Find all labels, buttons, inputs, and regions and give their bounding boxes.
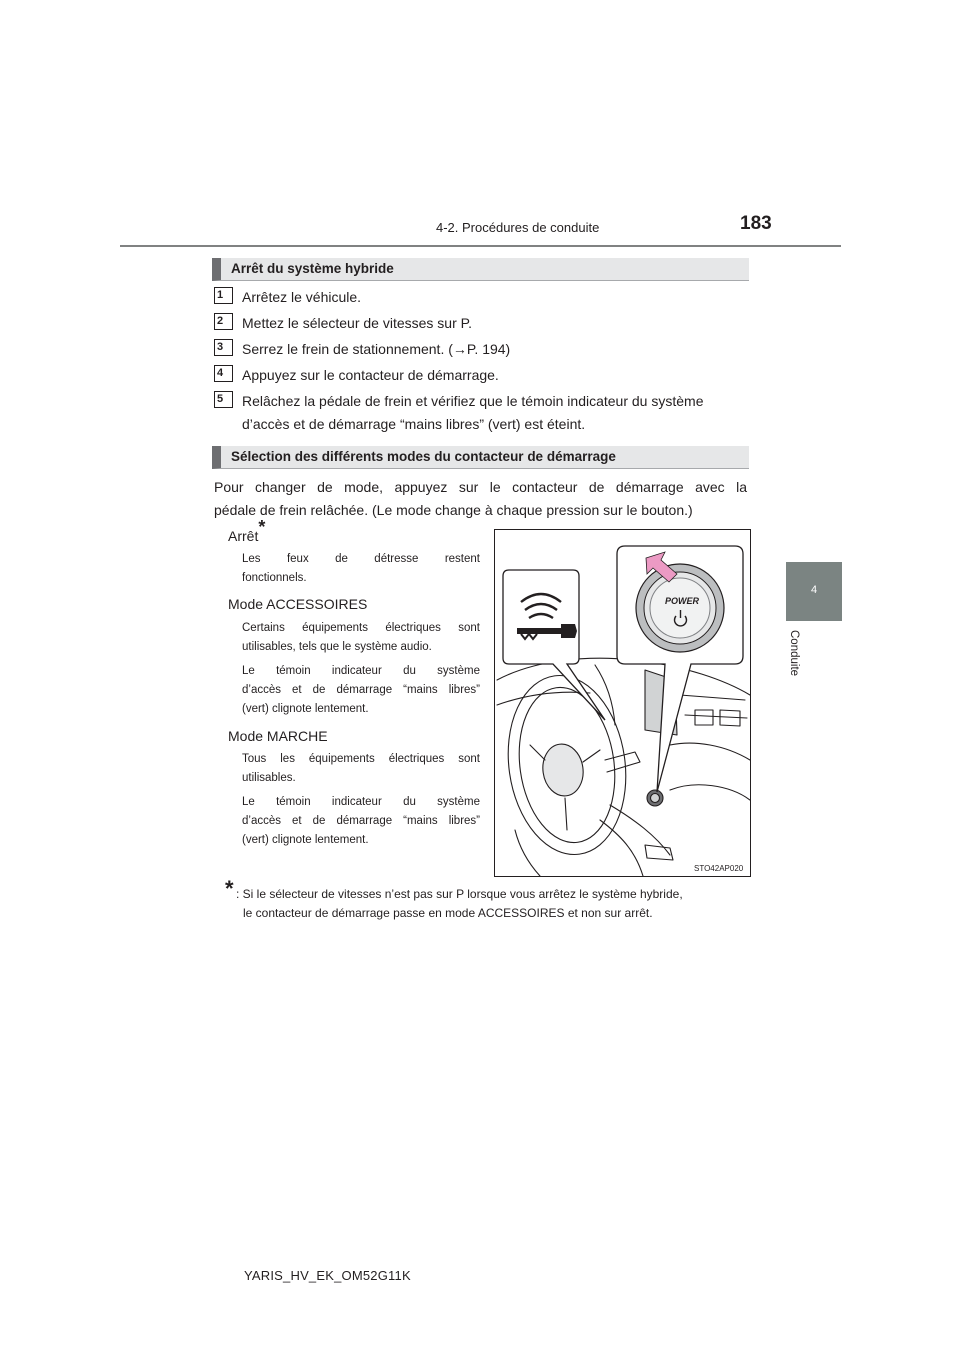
step-number-4: 4 [214, 365, 233, 382]
footnote-line1: : Si le sélecteur de vitesses n’est pas sur P lorsque vous arrêtez le système hybride, [236, 887, 683, 901]
document-code: YARIS_HV_EK_OM52G11K [244, 1268, 411, 1283]
illustration-code: STO42AP020 [694, 864, 744, 873]
power-button-label: POWER [665, 596, 700, 606]
step-number-3: 3 [214, 339, 233, 356]
mode-off-desc-line2: fonctionnels. [242, 572, 307, 584]
mode-acc-title: Mode ACCESSOIRES [228, 596, 368, 612]
mode-on-title: Mode MARCHE [228, 728, 328, 744]
mode-acc-desc2-line3: (vert) clignote lentement. [242, 703, 369, 715]
mode-off-desc-line1: Les feux de détresse restent [242, 553, 480, 565]
intro-line2: pédale de frein relâchée. (Le mode change à chaque pression sur le bouton.) [214, 502, 693, 518]
mode-off-asterisk: * [258, 517, 266, 538]
section-heading-modes: Sélection des différents modes du contacteur de démarrage [212, 446, 749, 469]
mode-off-title [228, 517, 266, 548]
mode-off-name: Arrêt [228, 528, 259, 544]
mode-acc-desc2-line1: Le témoin indicateur du système [242, 665, 480, 677]
mode-acc-desc2-line2: d’accès et de démarrage “mains libres” [242, 684, 480, 696]
section-heading-stop-hybrid: Arrêt du système hybride [212, 258, 749, 281]
header-rule [120, 245, 841, 247]
step-number-5: 5 [214, 391, 233, 408]
mode-on-desc2-line2: d’accès et de démarrage “mains libres” [242, 815, 480, 827]
step-text-5-line2: d’accès et de démarrage “mains libres” (vert) est éteint. [242, 416, 586, 432]
chapter-tab-label: Conduite [788, 630, 800, 677]
footnote-asterisk: * [225, 876, 234, 901]
header-section-title: 4-2. Procédures de conduite [436, 220, 600, 235]
step-text-5-line1: Relâchez la pédale de frein et vérifiez que le témoin indicateur du système [242, 393, 704, 409]
page-number: 183 [740, 213, 772, 234]
step-number-2: 2 [214, 313, 233, 330]
chapter-tab [786, 562, 842, 621]
step-text-3: Serrez le frein de stationnement. (→P. 194) [242, 341, 511, 357]
mode-acc-desc1-line1: Certains équipements électriques sont [242, 622, 480, 634]
dashboard-drawing [495, 530, 750, 876]
step-text-4: Appuyez sur le contacteur de démarrage. [242, 367, 499, 383]
chapter-tab-number: 4 [810, 584, 818, 596]
mode-on-desc1-line2: utilisables. [242, 772, 296, 784]
step-text-1: Arrêtez le véhicule. [242, 289, 362, 305]
footnote-line2: le contacteur de démarrage passe en mode ACCESSOIRES et non sur arrêt. [243, 906, 653, 920]
step-number-1: 1 [214, 287, 233, 304]
mode-on-desc1-line1: Tous les équipements électriques sont [242, 753, 480, 765]
mode-acc-desc1-line2: utilisables, tels que le système audio. [242, 641, 432, 653]
mode-on-desc2-line3: (vert) clignote lentement. [242, 834, 369, 846]
step-text-2: Mettez le sélecteur de vitesses sur P. [242, 315, 473, 331]
mode-on-desc2-line1: Le témoin indicateur du système [242, 796, 480, 808]
intro-line1: Pour changer de mode, appuyez sur le contacteur de démarrage avec la [214, 479, 747, 495]
illustration-power-switch [494, 529, 751, 877]
